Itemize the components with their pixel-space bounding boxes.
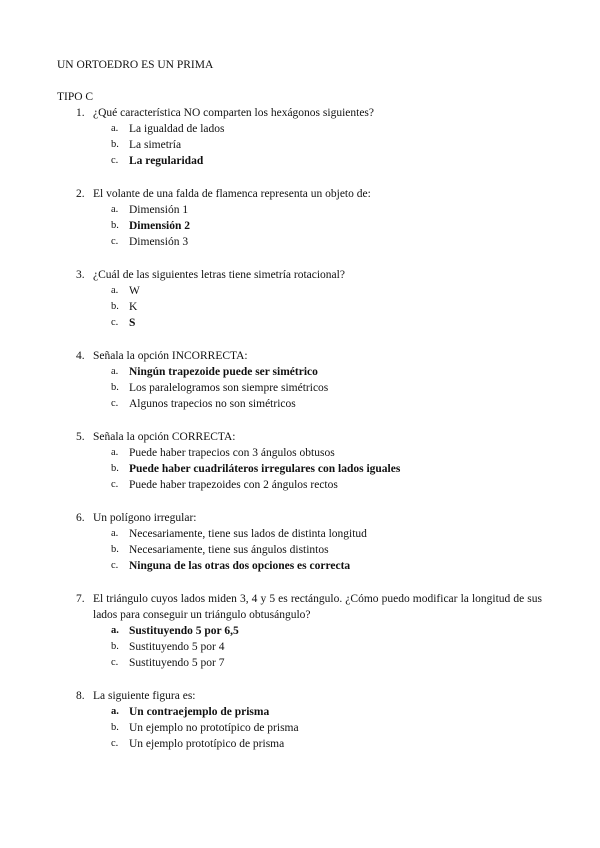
option-a-correct xyxy=(0,623,600,639)
question-stem xyxy=(0,510,600,526)
option-text: Ningún trapezoide puede ser simétrico xyxy=(129,366,318,378)
option-list xyxy=(0,704,600,752)
question-number: 4. xyxy=(76,350,85,362)
option-letter: a. xyxy=(111,366,119,377)
option-text: Algunos trapecios no son simétricos xyxy=(129,398,296,410)
option-letter: c. xyxy=(111,236,119,247)
question-number: 7. xyxy=(76,593,85,605)
option-letter: b. xyxy=(111,463,119,474)
question-1 xyxy=(0,105,600,169)
option-c xyxy=(0,234,600,250)
option-list xyxy=(0,364,600,412)
option-text: Puede haber trapezoides con 2 ángulos rectos xyxy=(129,479,338,491)
option-c xyxy=(0,655,600,671)
option-letter: a. xyxy=(111,204,119,215)
option-a xyxy=(0,121,600,137)
question-2 xyxy=(0,186,600,250)
option-text: Un ejemplo prototípico de prisma xyxy=(129,738,285,750)
option-letter: b. xyxy=(111,722,119,733)
option-c xyxy=(0,477,600,493)
option-text: S xyxy=(129,317,136,329)
question-text: ¿Cuál de las siguientes letras tiene simetría rotacional? xyxy=(93,269,345,281)
question-8 xyxy=(0,688,600,752)
option-letter: b. xyxy=(111,220,119,231)
option-letter: b. xyxy=(111,641,119,652)
option-letter: a. xyxy=(111,706,119,717)
question-text: Señala la opción CORRECTA: xyxy=(93,431,236,443)
option-b-correct xyxy=(0,218,600,234)
option-letter: c. xyxy=(111,738,119,749)
option-text: Sustituyendo 5 por 6,5 xyxy=(129,625,239,637)
option-a xyxy=(0,202,600,218)
question-stem xyxy=(0,591,600,623)
question-number: 6. xyxy=(76,512,85,524)
question-5 xyxy=(0,429,600,493)
question-text: La siguiente figura es: xyxy=(93,690,196,702)
option-letter: a. xyxy=(111,447,119,458)
option-letter: c. xyxy=(111,657,119,668)
question-number: 3. xyxy=(76,269,85,281)
option-b xyxy=(0,720,600,736)
option-letter: c. xyxy=(111,560,119,571)
option-list xyxy=(0,202,600,250)
option-letter: b. xyxy=(111,139,119,150)
option-letter: a. xyxy=(111,528,119,539)
option-list xyxy=(0,283,600,331)
option-text: La simetría xyxy=(129,139,182,151)
option-letter: c. xyxy=(111,317,119,328)
document-title: UN ORTOEDRO ES UN PRIMA xyxy=(57,59,214,71)
option-b xyxy=(0,299,600,315)
option-text: Sustituyendo 5 por 4 xyxy=(129,641,225,653)
option-a xyxy=(0,283,600,299)
option-c-correct xyxy=(0,558,600,574)
option-letter: b. xyxy=(111,382,119,393)
question-4 xyxy=(0,348,600,412)
option-letter: b. xyxy=(111,544,119,555)
option-text: Necesariamente, tiene sus lados de distinta longitud xyxy=(129,528,367,540)
option-letter: a. xyxy=(111,123,119,134)
option-letter: b. xyxy=(111,301,119,312)
question-list xyxy=(0,105,600,769)
option-letter: a. xyxy=(111,285,119,296)
question-text: El triángulo cuyos lados miden 3, 4 y 5 es rectángulo. ¿Cómo puedo modificar la longitud de sus lados para conseguir un triángulo obtusángulo? xyxy=(93,593,542,621)
option-text: La igualdad de lados xyxy=(129,123,225,135)
option-text: Puede haber trapecios con 3 ángulos obtusos xyxy=(129,447,335,459)
question-number: 8. xyxy=(76,690,85,702)
option-text: K xyxy=(129,301,138,313)
option-list xyxy=(0,445,600,493)
option-c-correct xyxy=(0,153,600,169)
option-text: Dimensión 1 xyxy=(129,204,189,216)
question-text: Señala la opción INCORRECTA: xyxy=(93,350,248,362)
option-a-correct xyxy=(0,704,600,720)
option-letter: a. xyxy=(111,625,119,636)
option-a xyxy=(0,445,600,461)
option-text: Puede haber cuadriláteros irregulares con lados iguales xyxy=(129,463,401,475)
option-text: Un ejemplo no prototípico de prisma xyxy=(129,722,299,734)
question-stem xyxy=(0,429,600,445)
option-text: Sustituyendo 5 por 7 xyxy=(129,657,225,669)
option-text: La regularidad xyxy=(129,155,204,167)
question-stem xyxy=(0,688,600,704)
question-text: ¿Qué característica NO comparten los hexágonos siguientes? xyxy=(93,107,375,119)
option-b xyxy=(0,380,600,396)
question-3 xyxy=(0,267,600,331)
option-list xyxy=(0,121,600,169)
question-stem xyxy=(0,348,600,364)
option-text: W xyxy=(129,285,140,297)
question-number: 2. xyxy=(76,188,85,200)
question-text: Un polígono irregular: xyxy=(93,512,197,524)
question-number: 1. xyxy=(76,107,85,119)
option-c xyxy=(0,396,600,412)
option-letter: c. xyxy=(111,398,119,409)
option-text: Dimensión 2 xyxy=(129,220,191,232)
option-letter: c. xyxy=(111,479,119,490)
option-c-correct xyxy=(0,315,600,331)
question-number: 5. xyxy=(76,431,85,443)
option-list xyxy=(0,526,600,574)
option-letter: c. xyxy=(111,155,119,166)
question-6 xyxy=(0,510,600,574)
option-b-correct xyxy=(0,461,600,477)
question-stem xyxy=(0,186,600,202)
section-heading: TIPO C xyxy=(57,91,94,103)
option-c xyxy=(0,736,600,752)
option-text: Un contraejemplo de prisma xyxy=(129,706,270,718)
question-text: El volante de una falda de flamenca representa un objeto de: xyxy=(93,188,371,200)
option-b xyxy=(0,542,600,558)
option-text: Los paralelogramos son siempre simétricos xyxy=(129,382,329,394)
option-text: Dimensión 3 xyxy=(129,236,189,248)
option-b xyxy=(0,137,600,153)
option-text: Necesariamente, tiene sus ángulos distintos xyxy=(129,544,329,556)
question-stem xyxy=(0,267,600,283)
option-b xyxy=(0,639,600,655)
question-7 xyxy=(0,591,600,671)
question-stem xyxy=(0,105,600,121)
option-text: Ninguna de las otras dos opciones es correcta xyxy=(129,560,351,572)
option-list xyxy=(0,623,600,671)
option-a-correct xyxy=(0,364,600,380)
option-a xyxy=(0,526,600,542)
